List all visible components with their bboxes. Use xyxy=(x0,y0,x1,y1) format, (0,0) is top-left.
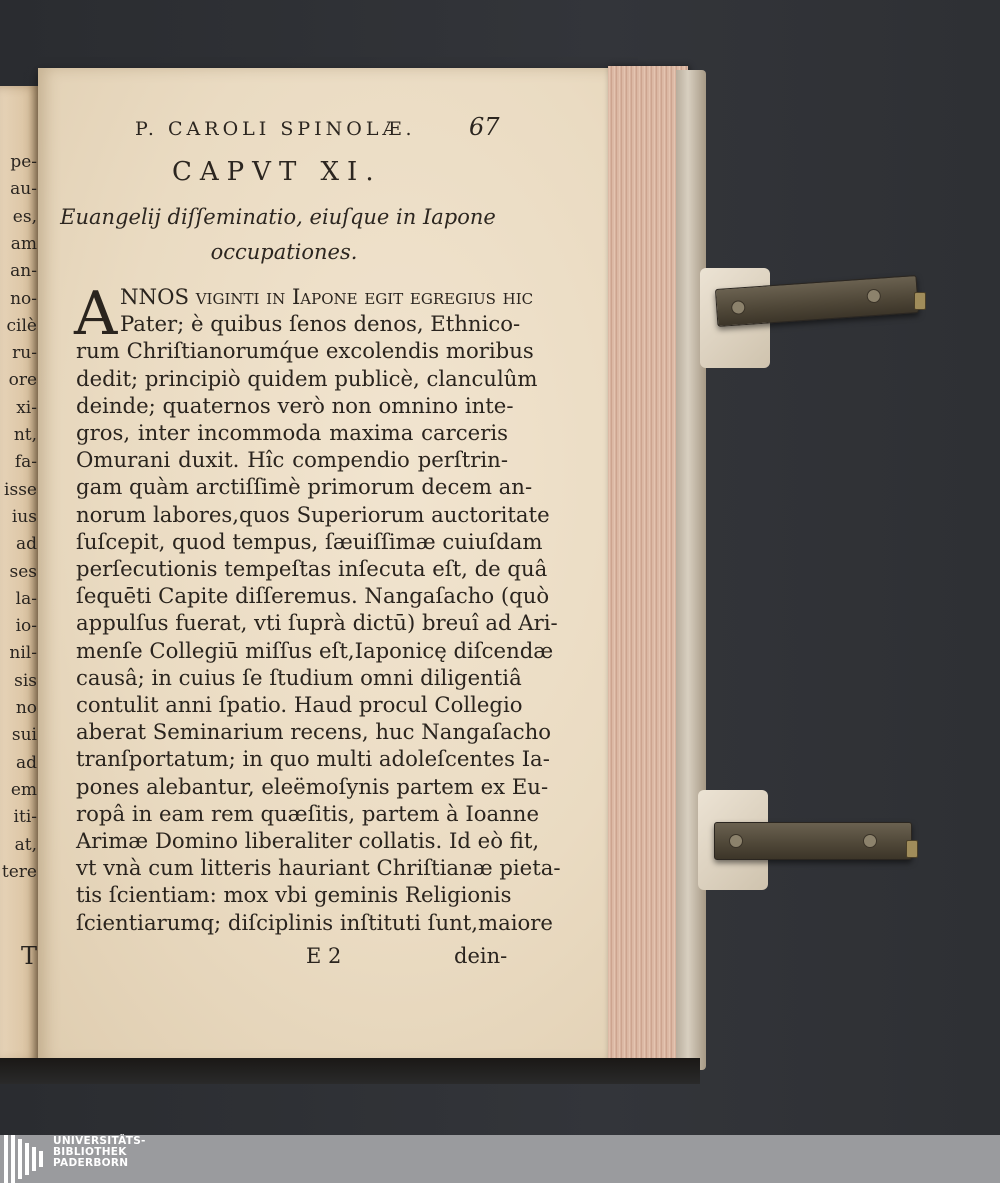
logo-text-line2: BIBLIOTHEK xyxy=(53,1146,127,1158)
left-page-fragment-text: iti- xyxy=(13,807,37,828)
text-line: menſe Collegiū miſſus eſt,Iaponicę diſcendæ xyxy=(76,637,554,663)
logo-text-line1: UNIVERSITÄTS- xyxy=(53,1135,146,1147)
text-line: ſequēti Capite diſſeremus. Nangaſacho (quò xyxy=(76,583,550,609)
left-page-fragment-text: isse xyxy=(4,479,37,500)
text-line: deinde; quaternos verò non omnino inte- xyxy=(76,392,514,418)
left-page-fragment-text: la- xyxy=(15,588,37,609)
left-page-fragment-text: pe- xyxy=(10,152,37,172)
text-line: Omurani duxit. Hîc compendio perſtrin- xyxy=(76,447,508,473)
page-number: 67 xyxy=(469,113,500,141)
text-line: dedit; principiò quidem publicè, clanculûm xyxy=(76,365,538,391)
catchword: dein- xyxy=(454,944,508,968)
text-line: tis ſcientiam: mox vbi geminis Religionis xyxy=(76,882,512,908)
text-line: gam quàm arctiſſimè primorum decem an- xyxy=(76,474,533,500)
text-line: pones alebantur, eleëmoſynis partem ex Eu- xyxy=(76,773,549,799)
text-line: Pater; è quibus ſenos denos, Ethnico- xyxy=(120,311,521,337)
text-line: ſcientiarumq; diſciplinis inſtituti ſunt,maiore xyxy=(76,909,553,935)
text-line: aberat Seminarium recens, huc Nangaſacho xyxy=(76,719,552,745)
left-page-fragment-text: sui xyxy=(11,725,37,746)
library-logo-icon xyxy=(4,1135,44,1183)
left-page-fragment-text: ius xyxy=(11,506,37,527)
text-line: ropâ in eam rem quæſitis, partem à Ioanne xyxy=(76,800,539,826)
text-line: causâ; in cuius ſe ſtudium omni diligentiâ xyxy=(76,664,522,690)
left-page-fragment-text: ad xyxy=(15,534,37,555)
text-line: vt vnà cum litteris hauriant Chriſtianæ pieta- xyxy=(76,855,561,881)
left-page-fragment-text: tere xyxy=(1,861,37,882)
rivet-icon xyxy=(729,834,743,848)
left-page-fragment-text: no xyxy=(15,698,37,718)
text-line: contulit anni ſpatio. Haud procul Collegio xyxy=(76,692,523,718)
text-line: ſuſcepit, quod tempus, ſæuiſſimæ cuiuſdam xyxy=(76,528,543,554)
footer-bar xyxy=(0,1135,1000,1183)
left-page-fragment-text: cilè xyxy=(6,315,37,336)
left-page-fragment-text: em xyxy=(10,779,37,800)
left-page-fragment-text: no- xyxy=(10,288,37,309)
rivet-icon xyxy=(866,289,881,304)
text-line: norum labores,quos Superiorum auctoritate xyxy=(76,501,550,527)
text-line: NNOS viginti in Iapone egit egregius hic xyxy=(120,284,534,309)
text-line: perſecutionis tempeſtas inſecuta eſt, de quâ xyxy=(76,556,548,582)
rivet-icon xyxy=(731,300,746,315)
left-page-fragment-text: at, xyxy=(14,834,37,855)
text-line: gros, inter incommoda maxima carceris xyxy=(76,420,508,446)
body-text xyxy=(74,279,561,936)
logo-text-line3: PADERBORN xyxy=(53,1157,129,1169)
chapter-subtitle-line2: occupationes. xyxy=(210,240,358,264)
left-page-fragment-text: an- xyxy=(10,261,37,282)
text-line: appulſus fuerat, vti ſuprà dictū) breuî ad Ari- xyxy=(76,610,558,636)
running-head: P. CAROLI SPINOLÆ. xyxy=(135,118,416,140)
text-line: rum Chriſtianorumq́ue excolendis moribus xyxy=(76,338,534,364)
left-page-fragment-text: sis xyxy=(14,670,37,691)
left-page-fragment xyxy=(0,86,40,1062)
cover-edge xyxy=(676,70,706,1070)
clasp-top-hook xyxy=(914,292,926,310)
chapter-subtitle-line1: Euangelij diſſeminatio, eiuſque in Iapone xyxy=(60,205,496,229)
left-page-fragment-text: ses xyxy=(9,561,37,582)
left-page-fragment-text: ore xyxy=(8,370,37,391)
left-page-fragment-text: es, xyxy=(12,206,37,227)
left-page-fragment-text: nt, xyxy=(13,425,37,445)
chapter-heading: CAPVT XI. xyxy=(172,157,382,187)
left-page-fragment-text: ru- xyxy=(12,343,37,364)
left-page-fragment-text: ad xyxy=(15,752,37,773)
clasp-bottom-strap xyxy=(714,822,912,860)
left-page-fragment-text: fa- xyxy=(14,452,37,473)
left-page-fragment-text: io- xyxy=(15,616,37,637)
left-page-fragment-text: au- xyxy=(10,179,37,200)
text-line: tranſportatum; in quo multi adoleſcentes Ia- xyxy=(76,746,550,772)
text-line: Arimæ Domino liberaliter collatis. Id eò fit, xyxy=(76,828,540,854)
drop-cap: A xyxy=(74,279,118,349)
clasp-bottom-hook xyxy=(906,840,918,858)
left-page-fragment-text: am xyxy=(10,233,37,254)
left-page-fragment-text: T xyxy=(20,942,37,970)
rivet-icon xyxy=(863,834,877,848)
left-page-fragment-text: nil- xyxy=(9,643,37,664)
left-page-fragment-text: xi- xyxy=(16,397,37,418)
book-shadow xyxy=(0,1058,700,1084)
signature-mark: E 2 xyxy=(306,944,342,968)
